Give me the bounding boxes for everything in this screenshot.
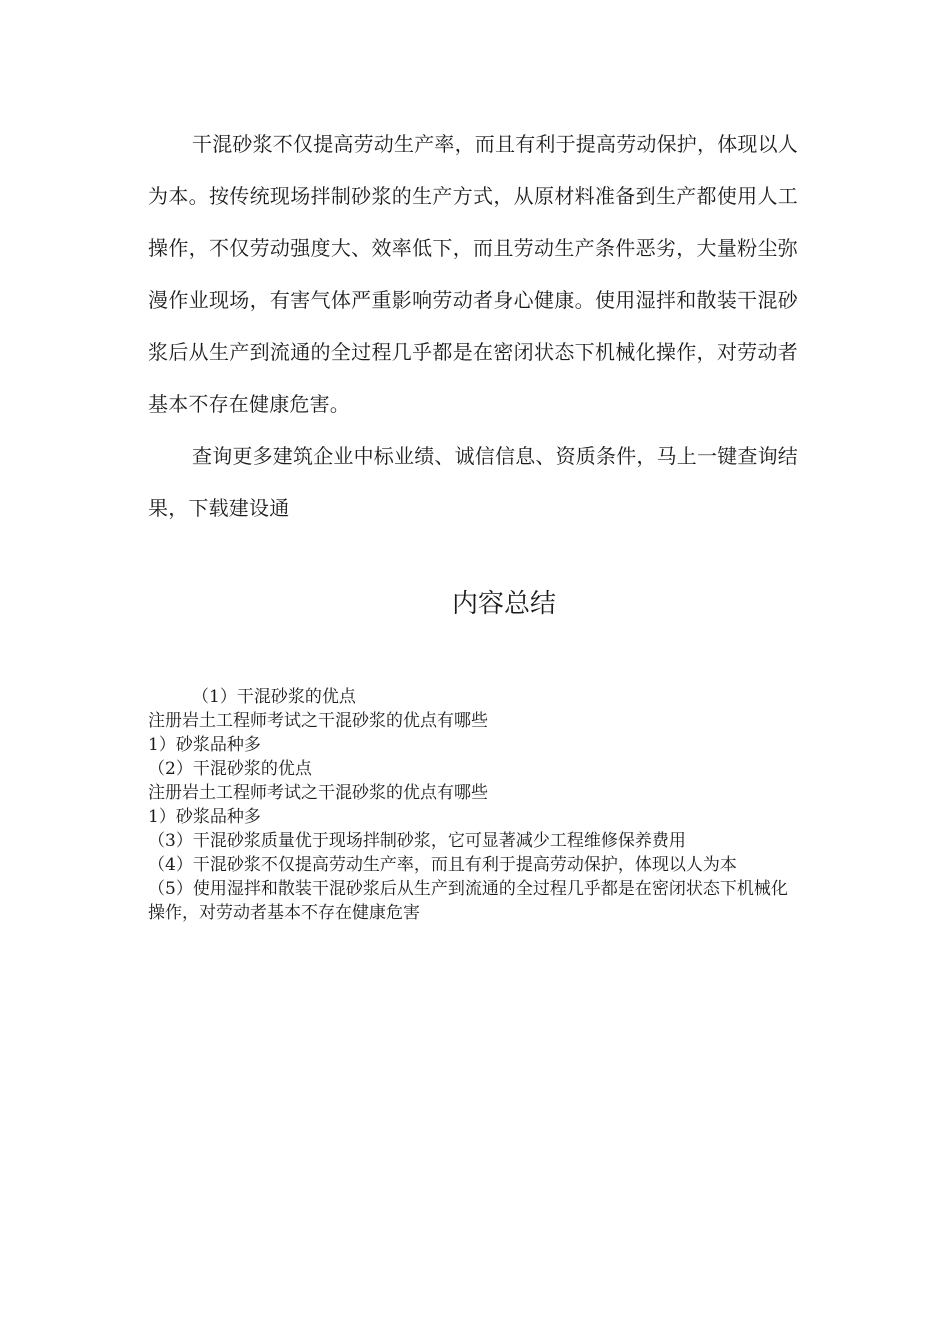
body-paragraph: 查询更多建筑企业中标业绩、诚信信息、资质条件，马上一键查询结果，下载建设通 — [148, 444, 798, 520]
summary-list — [148, 685, 804, 925]
list-item: （2）干混砂浆的优点 — [148, 759, 312, 779]
list-item: 注册岩土工程师考试之干混砂浆的优点有哪些 — [148, 783, 488, 803]
list-item: 注册岩土工程师考试之干混砂浆的优点有哪些 — [148, 711, 488, 731]
list-item: （4）干混砂浆不仅提高劳动生产率，而且有利于提高劳动保护，体现以人为本 — [148, 855, 737, 875]
list-item: 1）砂浆品种多 — [148, 735, 261, 755]
body-text — [148, 118, 798, 534]
body-paragraph: 干混砂浆不仅提高劳动生产率，而且有利于提高劳动保护，体现以人为本。按传统现场拌制砂浆的生产方式，从原材料准备到生产都使用人工操作，不仅劳动强度大、效率低下，而且劳动生产条件恶劣，大量粉尘弥漫作业现场，有害气体严重影响劳动者身心健康。使用湿拌和散装干混砂浆后从生产到流通的全过程几乎都是在密闭状态下机械化操作，对劳动者基本不存在健康危害。 — [148, 132, 798, 416]
list-item: 1）砂浆品种多 — [148, 807, 261, 827]
summary-title: 内容总结 — [451, 589, 556, 619]
list-item: （1）干混砂浆的优点 — [192, 687, 356, 707]
list-item: （3）干混砂浆质量优于现场拌制砂浆，它可显著减少工程维修保养费用 — [148, 831, 686, 851]
list-item: （5）使用湿拌和散装干混砂浆后从生产到流通的全过程几乎都是在密闭状态下机械化操作，对劳动者基本不存在健康危害 — [148, 879, 788, 923]
